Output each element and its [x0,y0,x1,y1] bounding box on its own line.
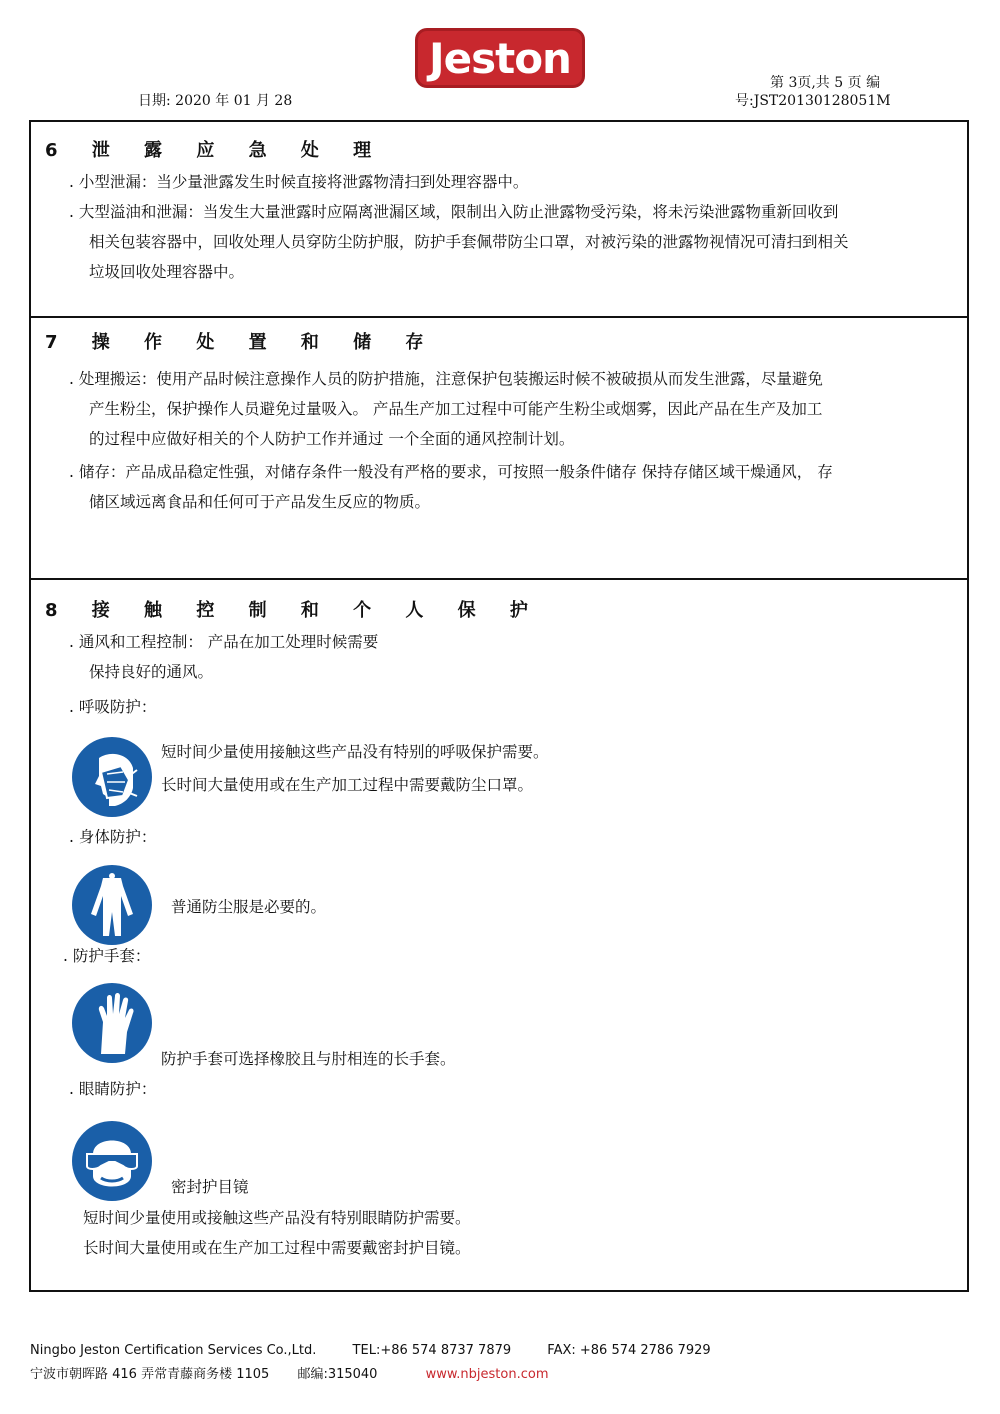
safety-goggles-icon [71,1120,153,1202]
large-spill-text-1: . 大型溢油和泄漏：当发生大量泄露时应隔离泄漏区域，限制出入防止泄露物受污染，将未污染泄露物重新回收到 [69,203,839,221]
protective-suit-icon [71,864,153,946]
respiratory-text-2: 长时间大量使用或在生产加工过程中需要戴防尘口罩。 [161,776,534,794]
section-8-title: 8 接 触 控 制 和 个 人 保 护 [45,600,542,621]
footer-company: Ningbo Jeston Certification Services Co.,Ltd. [30,1343,317,1358]
eye-protection-text-3: 长时间大量使用或在生产加工过程中需要戴密封护目镜。 [83,1239,471,1257]
section-7-title: 7 操 作 处 置 和 储 存 [45,332,438,353]
section-7-handling-storage [31,318,967,580]
footer-postcode: 邮编:315040 [297,1367,378,1382]
footer-tel: TEL:+86 574 8737 7879 [352,1343,512,1358]
logo-text: Jeston [429,33,571,83]
footer-address-line [30,1363,581,1382]
header-page-number: 第 3页,共 5 页 编 [770,75,881,91]
ventilation-text-1: . 通风和工程控制： 产品在加工处理时候需要 [69,633,379,651]
glove-label: . 防护手套： [63,947,151,965]
footer-contact-line [30,1343,743,1358]
section-7-body [69,364,959,517]
large-spill-text-2: 相关包装容器中，回收处理人员穿防尘防护服，防护手套佩带防尘口罩，对被污染的泄露物视情况可清扫到相关 [89,233,849,251]
footer-website-link[interactable]: www.nbjeston.com [425,1367,549,1382]
handling-text-2: 产生粉尘，保护操作人员避免过量吸入。 产品生产加工过程中可能产生粉尘或烟雾，因此产品在生产及加工 [89,400,823,418]
storage-text-2: 储区域远离食品和任何可于产品发生反应的物质。 [89,493,431,511]
section-6-title: 6 泄 露 应 急 处 理 [45,140,386,161]
large-spill-text-3: 垃圾回收处理容器中。 [89,263,245,281]
respiratory-text-1: 短时间少量使用接触这些产品没有特别的呼吸保护需要。 [161,743,549,761]
header-document-number: 号:JST20130128051M [735,93,891,109]
respiratory-label: . 呼吸防护： [69,698,157,716]
section-6-spill-response [31,122,967,318]
content-frame [29,120,969,1292]
glove-text: 防护手套可选择橡胶且与肘相连的长手套。 [161,1050,456,1068]
protective-glove-icon [71,982,153,1064]
storage-text-1: . 储存：产品成品稳定性强，对储存条件一般没有严格的要求，可按照一般条件储存 保持存储区域干燥通风， 存 [69,463,833,481]
eye-protection-label: . 眼睛防护： [69,1080,157,1098]
handling-text-3: 的过程中应做好相关的个人防护工作并通过 一个全面的通风控制计划。 [89,430,575,448]
section-6-body [69,167,959,287]
body-protection-label: . 身体防护： [69,828,157,846]
handling-text-1: . 处理搬运：使用产品时候注意操作人员的防护措施，注意保护包装搬运时候不被破损从而发生泄露，尽量避免 [69,370,823,388]
jeston-logo [415,28,585,88]
header-date: 日期: 2020 年 01 月 28 [138,93,293,109]
body-protection-text: 普通防尘服是必要的。 [171,898,327,916]
footer-address: 宁波市朝晖路 416 弄常青藤商务楼 1105 [30,1367,270,1382]
respirator-mask-icon [71,736,153,818]
footer-fax: FAX: +86 574 2786 7929 [547,1343,711,1358]
section-8-exposure-control [31,580,967,1292]
eye-protection-text-1: 密封护目镜 [171,1178,249,1196]
eye-protection-text-2: 短时间少量使用或接触这些产品没有特别眼睛防护需要。 [83,1209,471,1227]
small-spill-text: . 小型泄漏：当少量泄露发生时候直接将泄露物清扫到处理容器中。 [69,173,529,191]
ventilation-text-2: 保持良好的通风。 [89,663,214,681]
